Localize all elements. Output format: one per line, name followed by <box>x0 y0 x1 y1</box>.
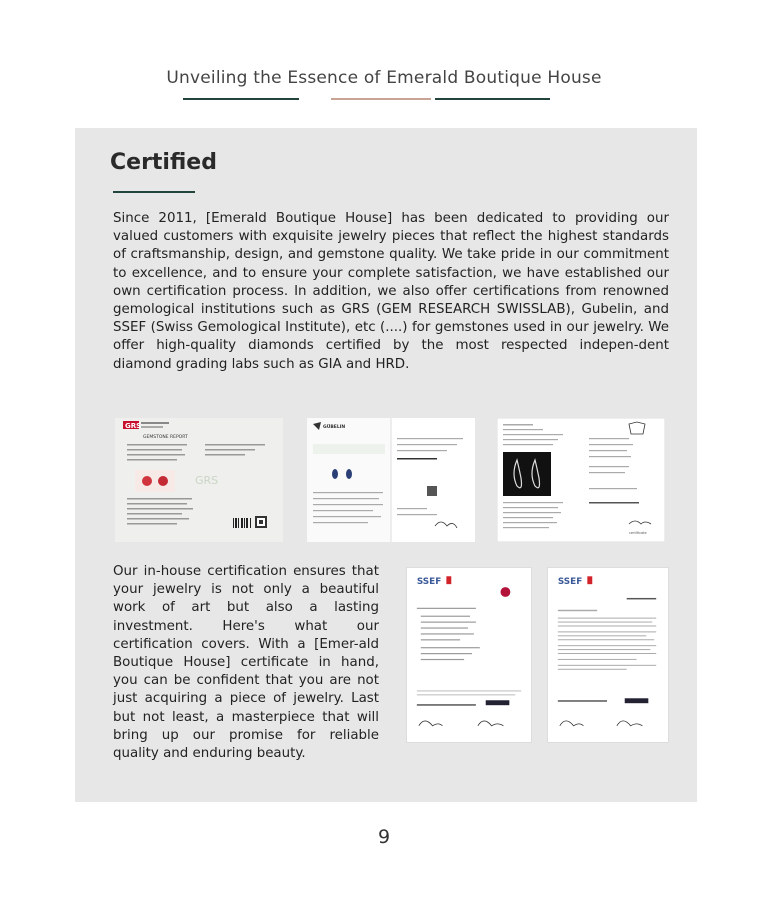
ssef-certificate-ruby-graphic <box>407 568 531 742</box>
gubelin-logo: GÜBELIN <box>323 425 346 430</box>
body-paragraph: Our in-house certification ensures that your jewelry is not only a beautiful work of art but also a lasting investment. Here's what our certification covers. With a [Emer-ald Boutique House] certificate in hand, you can be confident that you are not just acquiring a piece of jewelry. Last but not least, a masterpiece that will bring up our promise for reliable quality and enduring beauty. <box>113 564 379 762</box>
ssef-logo-1: SSEF <box>416 577 442 588</box>
grs-certificate-graphic <box>115 418 283 542</box>
grs-heading: GEMSTONE REPORT <box>143 435 188 440</box>
intro-paragraph: Since 2011, [Emerald Boutique House] has been dedicated to providing our valued customers with exquisite jewelry pieces that reflect the highest standards of craftsmanship, design, and gemstone quality. We take pride in our commitment to excellence, and to ensure your complete satisfaction, we have established our own certification process. In addition, we also offer certifications from renowned gemological institutions such as GRS (GEM RESEARCH SWISSLAB), Gubelin, and SSEF (Swiss Gemological Institute), etc (....) for gemstones used in our jewelry. We offer high-quality diamonds certified by the most respected indepen-dent diamond grading labs such as GIA and HRD. <box>113 211 669 372</box>
diamond-earring-certificate-image <box>497 418 665 542</box>
ssef-certificate-letter-image <box>547 567 669 743</box>
ssef-certificate-letter-graphic <box>548 568 668 742</box>
section-title-rule <box>113 191 195 193</box>
page-number: 9 <box>377 826 391 848</box>
grs-logo: GRS <box>125 422 142 430</box>
diamond-earring-certificate-graphic <box>497 418 665 542</box>
header-rule-right <box>435 98 550 100</box>
gubelin-certificate-graphic <box>307 418 475 542</box>
ssef-logo-2: SSEF <box>557 577 583 588</box>
header-rule-left <box>183 98 299 100</box>
third-certificate-label: certificate <box>629 531 647 535</box>
gubelin-certificate-image <box>307 418 475 542</box>
section-title: Certified <box>110 150 217 175</box>
grs-certificate-image <box>115 418 283 542</box>
header-title: Unveiling the Essence of Emerald Boutique House <box>166 68 602 88</box>
header-rule-center <box>331 98 431 100</box>
svg-text:GRS: GRS <box>195 474 219 487</box>
ssef-certificate-ruby-image <box>406 567 532 743</box>
